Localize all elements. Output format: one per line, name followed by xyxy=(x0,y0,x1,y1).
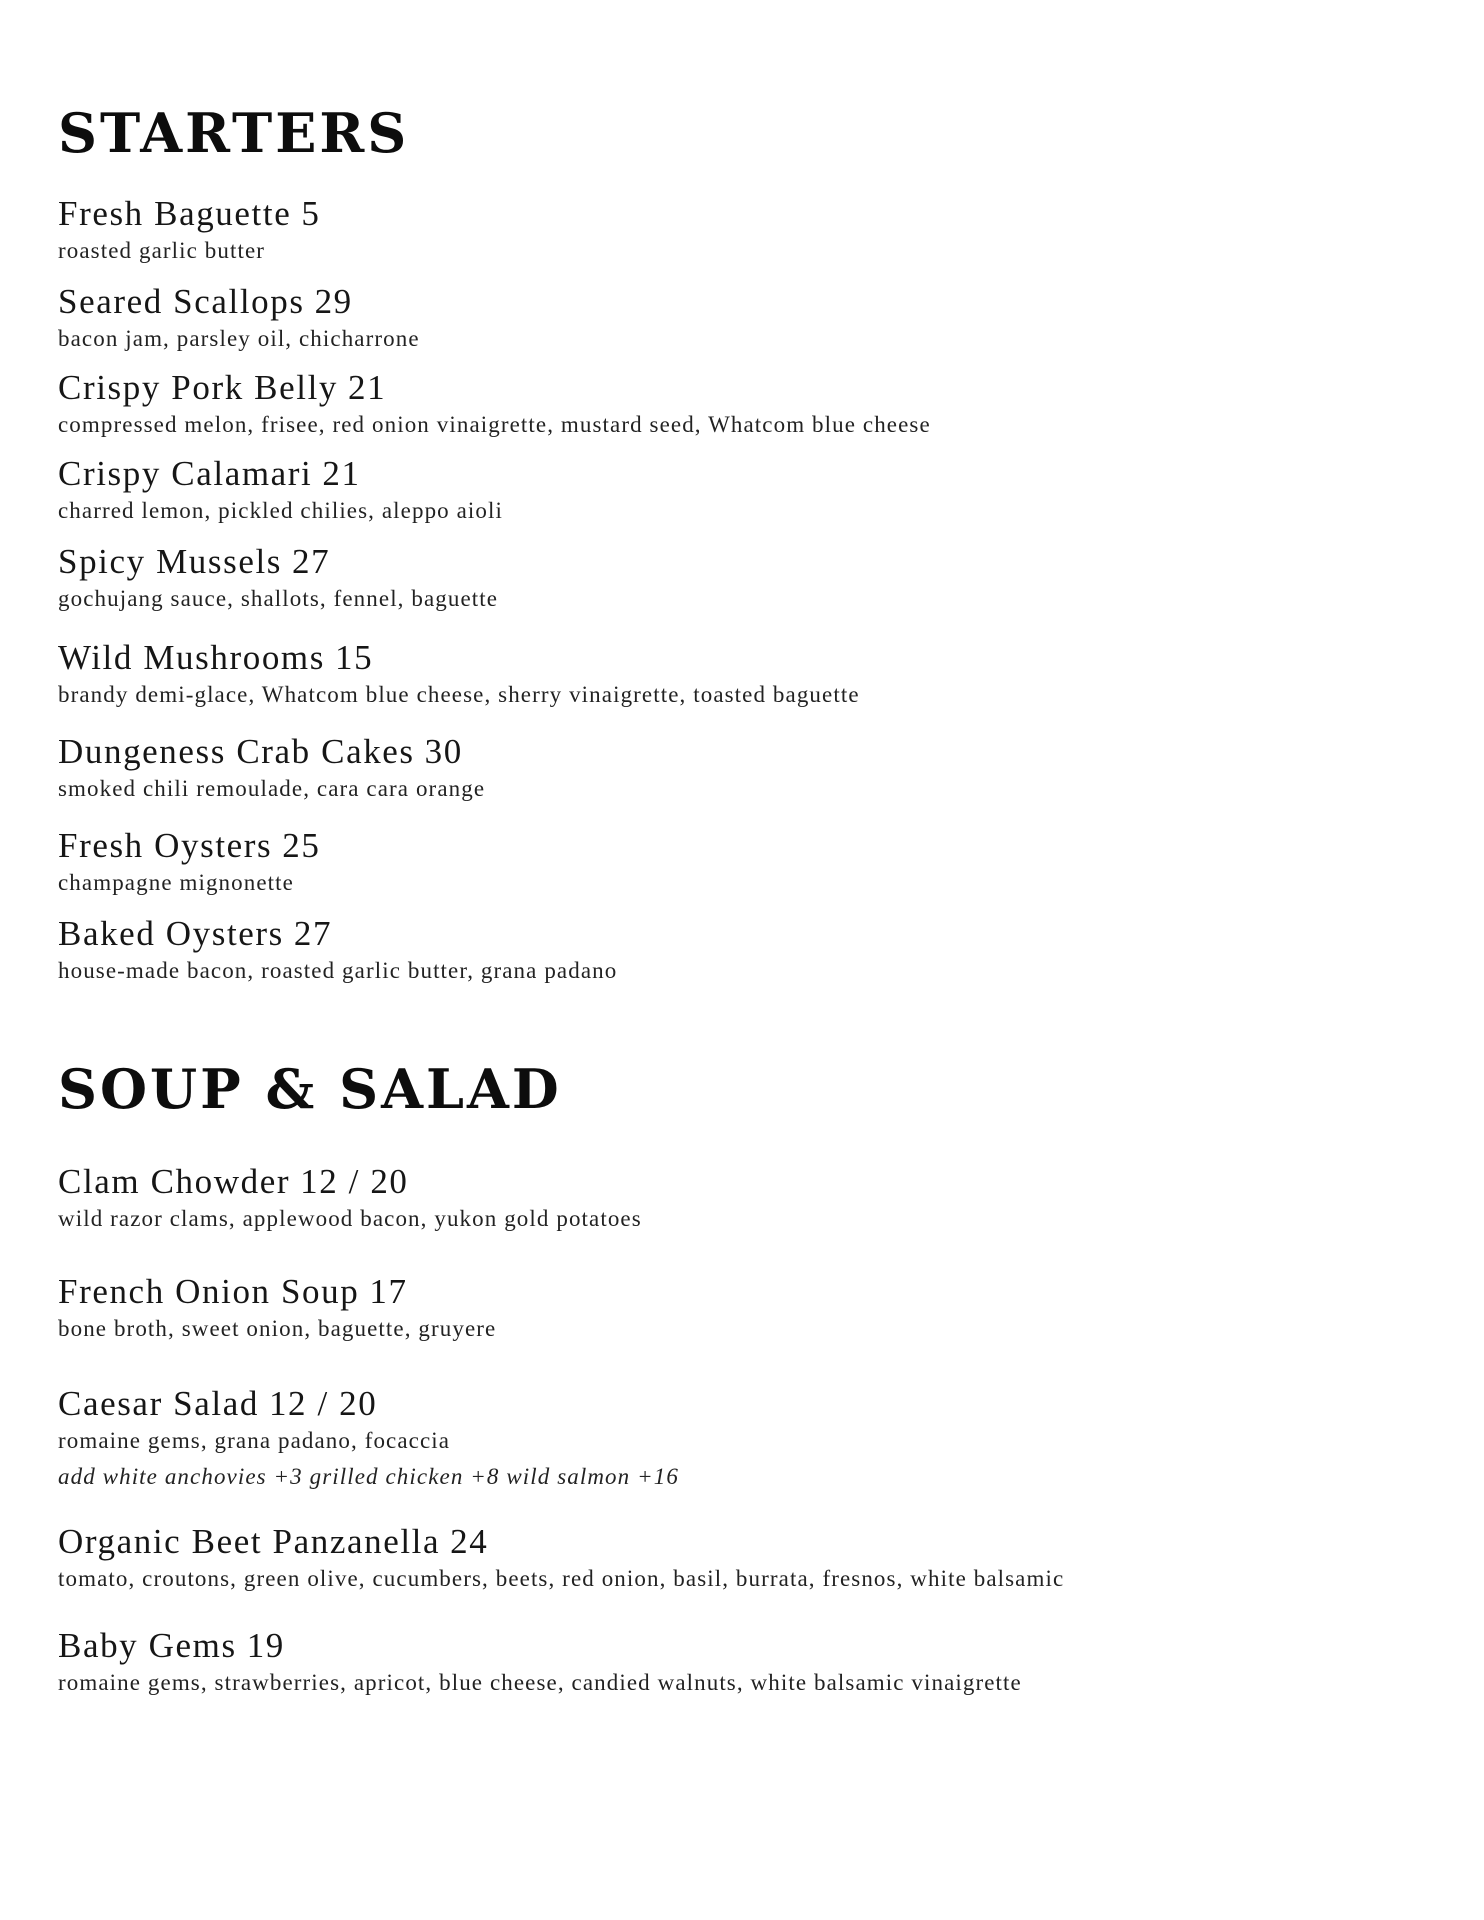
item-price: 12 / 20 xyxy=(268,1384,378,1423)
item-price: 5 xyxy=(301,194,321,233)
item-price: 25 xyxy=(282,826,321,865)
menu-item-organic-beet-panzanella xyxy=(58,1524,1444,1593)
item-name: Organic Beet Panzanella xyxy=(58,1522,441,1561)
item-price: 12 / 20 xyxy=(300,1162,409,1201)
menu-item-clam-chowder xyxy=(58,1164,1444,1233)
menu-item-fresh-oysters xyxy=(58,828,1444,897)
item-description: bacon jam, parsley oil, chicharrone xyxy=(58,326,420,351)
item-name: Baby Gems xyxy=(58,1626,237,1665)
item-price: 17 xyxy=(369,1272,408,1311)
item-price: 21 xyxy=(348,368,387,407)
item-name: Seared Scallops xyxy=(58,282,305,321)
item-description: wild razor clams, applewood bacon, yukon gold potatoes xyxy=(58,1206,642,1231)
item-description: gochujang sauce, shallots, fennel, baguette xyxy=(58,586,499,611)
item-price: 21 xyxy=(322,454,361,493)
item-name: Crispy Calamari xyxy=(58,454,313,493)
item-name: Crispy Pork Belly xyxy=(58,368,338,407)
item-description: romaine gems, grana padano, focaccia xyxy=(58,1428,451,1453)
item-price: 27 xyxy=(293,914,333,953)
menu-item-seared-scallops xyxy=(58,284,1444,353)
menu-item-spicy-mussels xyxy=(58,544,1444,613)
menu-item-dungeness-crab-cakes xyxy=(58,734,1444,803)
item-name: Wild Mushrooms xyxy=(58,638,325,677)
section-title-starters: STARTERS xyxy=(58,101,410,165)
item-addons: add white anchovies +3 grilled chicken +8 wild salmon +16 xyxy=(58,1463,679,1489)
item-name: French Onion Soup xyxy=(58,1272,360,1311)
menu-item-wild-mushrooms xyxy=(58,640,1444,709)
item-price: 27 xyxy=(292,542,331,581)
item-description: tomato, croutons, green olive, cucumbers, beets, red onion, basil, burrata, fresnos, white balsamic xyxy=(58,1566,1065,1591)
menu-item-baby-gems xyxy=(58,1628,1444,1697)
item-description: house-made bacon, roasted garlic butter, grana padano xyxy=(58,958,618,983)
item-description: smoked chili remoulade, cara cara orange xyxy=(58,776,486,801)
item-name: Spicy Mussels xyxy=(58,542,283,581)
item-name: Dungeness Crab Cakes xyxy=(58,732,415,771)
item-description: bone broth, sweet onion, baguette, gruyere xyxy=(58,1316,497,1341)
item-name: Clam Chowder xyxy=(58,1162,291,1201)
item-price: 29 xyxy=(314,282,353,321)
item-price: 30 xyxy=(424,732,463,771)
item-name: Fresh Oysters xyxy=(58,826,273,865)
item-description: romaine gems, strawberries, apricot, blue cheese, candied walnuts, white balsamic vinaigrette xyxy=(58,1670,1022,1695)
menu-item-crispy-pork-belly xyxy=(58,370,1444,439)
item-price: 15 xyxy=(334,638,374,677)
menu-item-french-onion-soup xyxy=(58,1274,1444,1343)
menu-item-crispy-calamari xyxy=(58,456,1444,525)
menu-item-baked-oysters xyxy=(58,916,1444,985)
item-price: 19 xyxy=(246,1626,285,1665)
section-title-soup-salad: SOUP & SALAD xyxy=(58,1057,562,1121)
item-description: charred lemon, pickled chilies, aleppo aioli xyxy=(58,498,504,523)
menu-item-caesar-salad xyxy=(58,1386,1444,1490)
item-name: Fresh Baguette xyxy=(58,194,292,233)
item-name: Caesar Salad xyxy=(58,1384,259,1423)
item-description: roasted garlic butter xyxy=(58,238,266,263)
item-description: compressed melon, frisee, red onion vinaigrette, mustard seed, Whatcom blue cheese xyxy=(58,412,931,437)
item-description: brandy demi-glace, Whatcom blue cheese, sherry vinaigrette, toasted baguette xyxy=(58,682,860,707)
menu-item-fresh-baguette xyxy=(58,196,1444,265)
item-name: Baked Oysters xyxy=(58,914,284,953)
item-description: champagne mignonette xyxy=(58,870,294,895)
item-price: 24 xyxy=(450,1522,489,1561)
